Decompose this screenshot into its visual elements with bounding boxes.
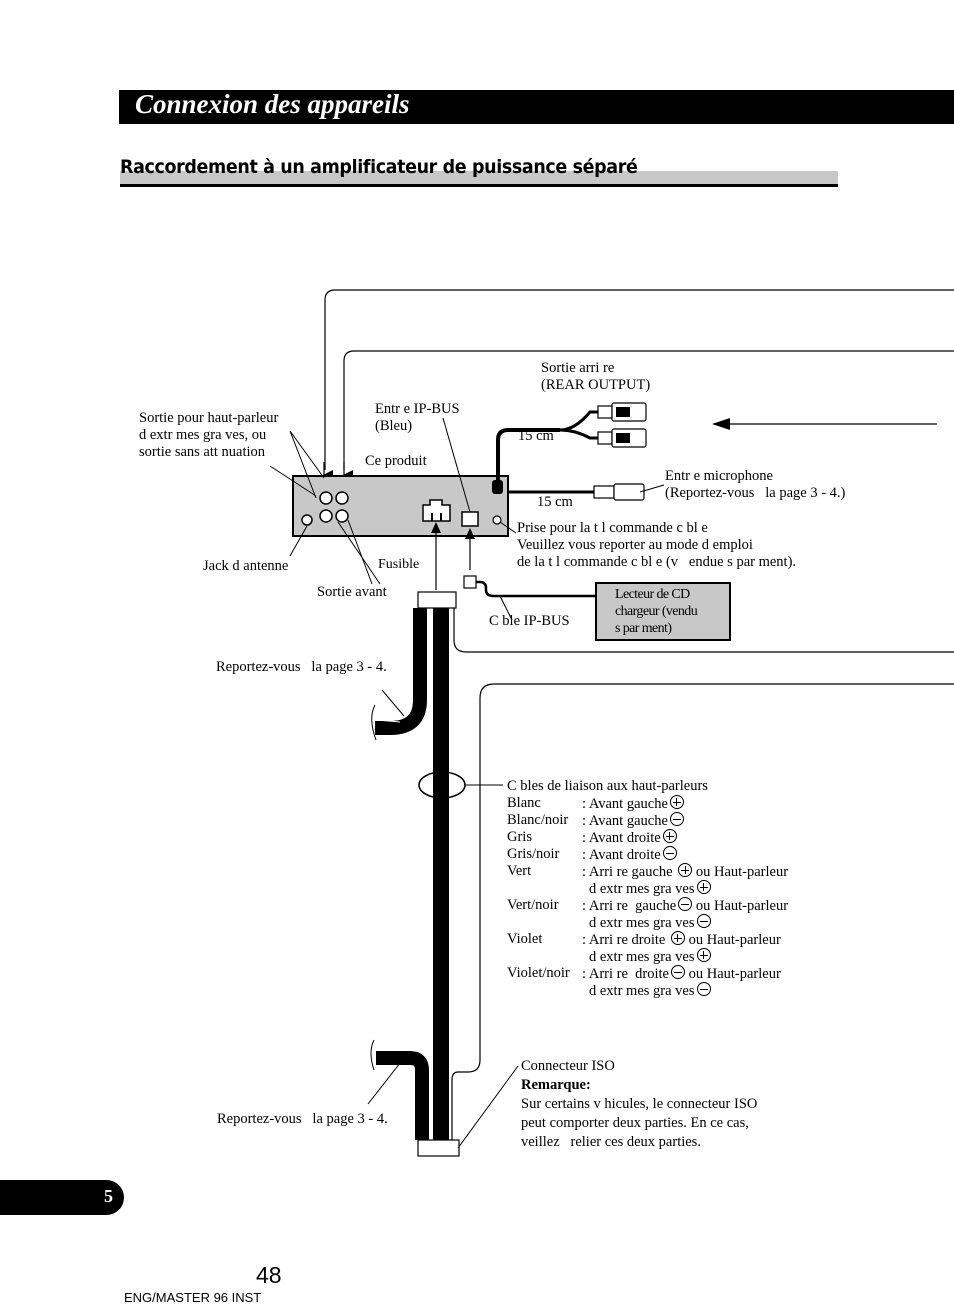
label-length-top: 15 cm bbox=[518, 428, 554, 444]
minus-icon bbox=[697, 982, 711, 996]
label-fuse: Fusible bbox=[378, 557, 420, 572]
plus-icon bbox=[678, 863, 692, 877]
label-antenna-jack: Jack d antenne bbox=[203, 558, 289, 574]
plus-icon bbox=[663, 829, 677, 843]
wire-color: Blanc/noir bbox=[507, 812, 569, 828]
iso-connector-note: Connecteur ISO Remarque: Sur certains v hicules, le connecteur ISO peut comporter deux parties. En ce cas, veillez relier ces deux parties. bbox=[521, 1058, 758, 1150]
label-this-product: Ce produit bbox=[365, 453, 427, 469]
label-microphone-input: Entr e microphone (Reportez-vous la page 3 - 4.) bbox=[665, 468, 846, 501]
label-cd-changer: Lecteur de CD chargeur (vendu s par ment) bbox=[615, 587, 698, 636]
plus-icon bbox=[697, 880, 711, 894]
wire-description: : Avant gauche bbox=[582, 796, 668, 812]
minus-icon bbox=[670, 812, 684, 826]
wire-color: Gris/noir bbox=[507, 846, 560, 862]
wire-color: Gris bbox=[507, 829, 532, 845]
wire-suffix: ou Haut-parleur bbox=[684, 932, 781, 948]
label-wired-remote-jack: Prise pour la t l commande c bl e Veuillez vous reporter au mode d emploi de la t l commande c bl e (v endue s par ment). bbox=[517, 520, 797, 570]
plus-icon bbox=[671, 931, 685, 945]
wire-continuation: d extr mes gra ves bbox=[589, 949, 695, 965]
wire-color: Violet/noir bbox=[507, 965, 570, 981]
minus-icon bbox=[697, 914, 711, 928]
wire-continuation: d extr mes gra ves bbox=[589, 915, 695, 931]
label-front-output: Sortie avant bbox=[317, 584, 387, 600]
wire-suffix: ou Haut-parleur bbox=[692, 864, 789, 880]
doc-code: ENG/MASTER 96 INST bbox=[124, 1290, 262, 1305]
label-refer-page-top: Reportez-vous la page 3 - 4. bbox=[216, 659, 387, 675]
section-title: Raccordement à un amplificateur de puissance séparé bbox=[120, 156, 638, 178]
wire-description: : Avant droite bbox=[582, 847, 661, 863]
wire-color: Vert/noir bbox=[507, 897, 559, 913]
wire-continuation: d extr mes gra ves bbox=[589, 881, 695, 897]
section-tab: 5 bbox=[0, 1180, 124, 1215]
minus-icon bbox=[663, 846, 677, 860]
wire-continuation: d extr mes gra ves bbox=[589, 983, 695, 999]
plus-icon bbox=[697, 948, 711, 962]
head-unit bbox=[293, 476, 508, 536]
wire-description: : Arri re droite bbox=[582, 966, 669, 982]
wire-color: Vert bbox=[507, 863, 532, 879]
wire-suffix: ou Haut-parleur bbox=[692, 898, 789, 914]
minus-icon bbox=[678, 897, 692, 911]
wire-description: : Arri re gauche bbox=[582, 898, 677, 914]
wire-color: Blanc bbox=[507, 795, 541, 811]
wire-description: : Arri re gauche bbox=[582, 864, 677, 880]
wire-color: Violet bbox=[507, 931, 543, 947]
minus-icon bbox=[671, 965, 685, 979]
label-ipbus-input: Entr e IP-BUS (Bleu) bbox=[375, 401, 460, 434]
label-refer-page-bottom: Reportez-vous la page 3 - 4. bbox=[217, 1111, 388, 1127]
wire-description: : Avant droite bbox=[582, 830, 661, 846]
wire-description: : Avant gauche bbox=[582, 813, 668, 829]
label-subwoofer-output: Sortie pour haut-parleur d extr mes gra ves, ou sortie sans att nuation bbox=[139, 410, 279, 460]
chapter-title: Connexion des appareils bbox=[135, 89, 410, 119]
label-rear-output: Sortie arri re (REAR OUTPUT) bbox=[541, 360, 651, 393]
wire-description: : Arri re droite bbox=[582, 932, 669, 948]
label-ipbus-cable: C ble IP-BUS bbox=[489, 613, 570, 629]
remark-heading: Remarque: bbox=[521, 1077, 591, 1093]
wire-suffix: ou Haut-parleur bbox=[684, 966, 781, 982]
page-number: 48 bbox=[256, 1262, 282, 1288]
plus-icon bbox=[670, 795, 684, 809]
speaker-wire-title: C bles de liaison aux haut-parleurs bbox=[507, 778, 708, 794]
label-length-mid: 15 cm bbox=[537, 494, 573, 510]
